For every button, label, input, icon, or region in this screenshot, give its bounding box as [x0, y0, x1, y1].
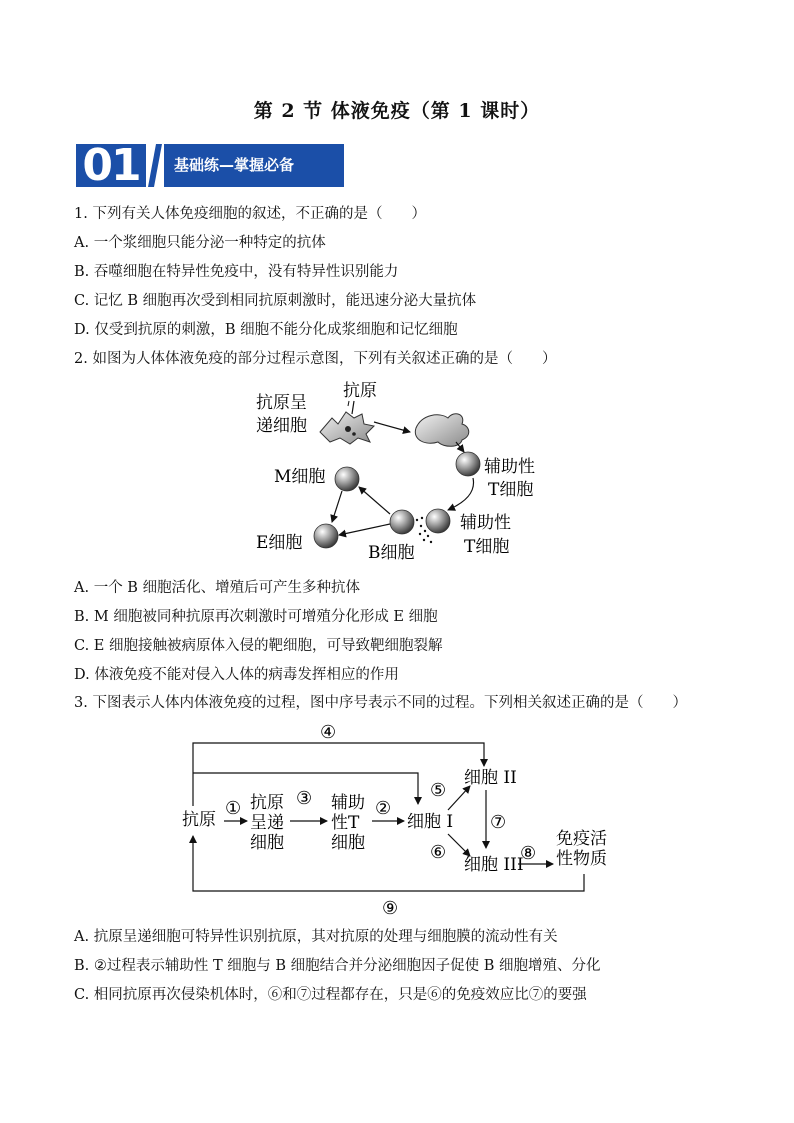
- q3-label-3: ③: [296, 788, 313, 809]
- q2-helper-t-cell-2: [426, 509, 450, 533]
- q2-helper-label-2a: 辅助性: [460, 513, 511, 533]
- q2-e-cell-label: E细胞: [256, 533, 303, 553]
- q3-label-4: ④: [320, 722, 337, 743]
- q3-th-3: 细胞: [331, 833, 365, 853]
- q3-label-1: ①: [225, 798, 242, 819]
- q1-option-a: A. 一个浆细胞只能分泌一种特定的抗体: [74, 235, 326, 251]
- q1-stem: 1. 下列有关人体免疫细胞的叙述，不正确的是（ ）: [74, 206, 426, 222]
- q2-antigen-label: 抗原: [343, 381, 377, 401]
- q3-th-2: 性T: [331, 813, 360, 833]
- q1-option-d: D. 仅受到抗原的刺激，B 细胞不能分化成浆细胞和记忆细胞: [74, 322, 458, 338]
- q3-cell-1: 细胞 I: [407, 812, 454, 832]
- q3-option-a: A. 抗原呈递细胞可特异性识别抗原，其对抗原的处理与细胞膜的流动性有关: [74, 929, 558, 945]
- q3-th-1: 辅助: [331, 793, 365, 813]
- q2-b-cell-label: B细胞: [368, 543, 415, 563]
- banner-text: 基础练—掌握必备: [164, 144, 344, 187]
- q2-option-c: C. E 细胞接触被病原体入侵的靶细胞，可导致靶细胞裂解: [74, 638, 443, 654]
- q2-helper-label-2b: T细胞: [464, 537, 510, 557]
- q3-label-6: ⑥: [430, 842, 447, 863]
- q1-option-c: C. 记忆 B 细胞再次受到相同抗原刺激时，能迅速分泌大量抗体: [74, 293, 477, 309]
- q2-apc-label-2: 递细胞: [256, 416, 307, 436]
- q3-apc-1: 抗原: [250, 793, 284, 813]
- section-banner: [76, 140, 344, 191]
- q2-helper-t-cell-1: [456, 452, 480, 476]
- q3-antigen: 抗原: [182, 810, 216, 830]
- q2-b-cell: [390, 510, 414, 534]
- q3-figure: [170, 718, 630, 922]
- q3-label-7: ⑦: [490, 812, 507, 833]
- q2-m-cell: [335, 467, 359, 491]
- q3-label-2: ②: [375, 798, 392, 819]
- q2-e-cell: [314, 524, 338, 548]
- q3-stem: 3. 下图表示人体内体液免疫的过程，图中序号表示不同的过程。下列相关叙述正确的是（ ）: [74, 695, 687, 711]
- q2-helper-label-1b: T细胞: [488, 480, 534, 500]
- q3-cell-2: 细胞 II: [464, 768, 517, 788]
- q2-option-b: B. M 细胞被同种抗原再次刺激时可增殖分化形成 E 细胞: [74, 609, 438, 625]
- q2-apc-label-1: 抗原呈: [256, 393, 307, 413]
- q2-processing-cell-shape: [415, 414, 468, 447]
- q3-active-2: 性物质: [556, 849, 607, 869]
- banner-divider: [148, 144, 162, 187]
- q3-label-8: ⑧: [520, 843, 537, 864]
- q3-label-9: ⑨: [382, 898, 399, 919]
- q3-cell-3: 细胞 III: [464, 855, 524, 875]
- banner-number: 01: [76, 144, 146, 187]
- page-title: 第 2 节 体液免疫（第 1 课时）: [253, 100, 541, 122]
- q3-apc-3: 细胞: [250, 833, 284, 853]
- q2-helper-label-1a: 辅助性: [484, 457, 535, 477]
- q2-stem: 2. 如图为人体体液免疫的部分过程示意图，下列有关叙述正确的是（ ）: [74, 351, 557, 367]
- q3-option-b: B. ②过程表示辅助性 T 细胞与 B 细胞结合并分泌细胞因子促使 B 细胞增殖、分化: [74, 958, 601, 974]
- q2-option-a: A. 一个 B 细胞活化、增殖后可产生多种抗体: [74, 580, 361, 596]
- q3-option-c: C. 相同抗原再次侵染机体时，⑥和⑦过程都存在，只是⑥的免疫效应比⑦的要强: [74, 987, 587, 1003]
- q3-label-5: ⑤: [430, 780, 447, 801]
- q2-option-d: D. 体液免疫不能对侵入人体的病毒发挥相应的作用: [74, 667, 399, 683]
- q1-option-b: B. 吞噬细胞在特异性免疫中，没有特异性识别能力: [74, 264, 399, 280]
- q2-m-cell-label: M细胞: [274, 467, 326, 487]
- q3-apc-2: 呈递: [250, 813, 284, 833]
- q3-active-1: 免疫活: [556, 829, 607, 849]
- q2-figure: [240, 374, 560, 570]
